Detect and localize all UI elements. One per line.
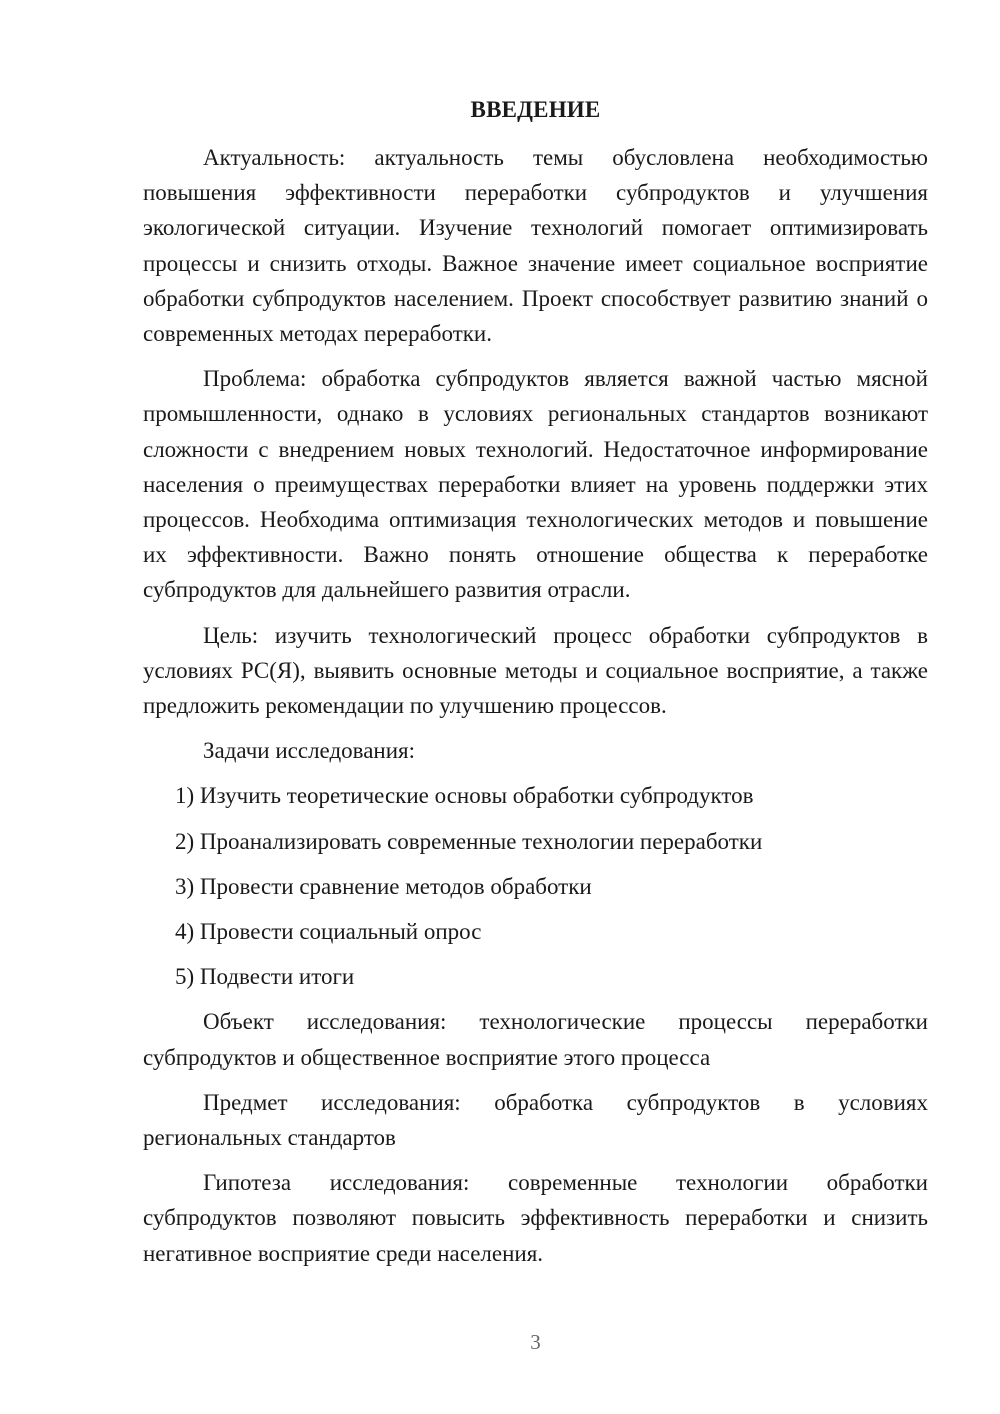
paragraph-goal: Цель: изучить технологический процесс обработки субпродуктов в условиях РС(Я), выявить основные методы и социальное восприятие, а также предложить рекомендации по улучшению процессов. bbox=[143, 622, 928, 719]
list-item: 2) Проанализировать современные технологии переработки bbox=[175, 828, 763, 854]
list-item: 3) Провести сравнение методов обработки bbox=[175, 873, 592, 899]
list-item: 5) Подвести итоги bbox=[175, 964, 355, 990]
paragraph-subject: Предмет исследования: обработка субпродуктов в условиях региональных стандартов bbox=[143, 1089, 928, 1151]
paragraph-problem: Проблема: обработка субпродуктов является важной частью мясной промышленности, однако в условиях региональных стандартов возникают сложности с внедрением новых технологий. Недостаточное информирование населения о преимуществах переработки влияет на уровень поддержки этих процессов. Необходима оптимизация технологических методов и повышение их эффективности. Важно понять отношение общества к переработке субпродуктов для дальнейшего развития отрасли. bbox=[143, 366, 928, 603]
paragraph-object: Объект исследования: технологические процессы переработки субпродуктов и общественное восприятие этого процесса bbox=[143, 1009, 928, 1070]
page-title: ВВЕДЕНИЕ bbox=[470, 97, 601, 122]
paragraph-relevance: Актуальность: актуальность темы обусловлена необходимостью повышения эффективности переработки субпродуктов и улучшения экологической ситуации. Изучение технологий помогает оптимизировать процессы и снизить отходы. Важное значение имеет социальное восприятие обработки субпродуктов населением. Проект способствует развитию знаний о современных методах переработки. bbox=[143, 145, 928, 347]
tasks-heading: Задачи исследования: bbox=[203, 738, 416, 764]
document-body bbox=[143, 140, 928, 1271]
list-item: 1) Изучить теоретические основы обработки субпродуктов bbox=[175, 783, 754, 809]
paragraph-hypothesis: Гипотеза исследования: современные технологии обработки субпродуктов позволяют повысить эффективность переработки и снизить негативное восприятие среди населения. bbox=[143, 1170, 928, 1266]
page-number: 3 bbox=[530, 1330, 541, 1354]
list-item: 4) Провести социальный опрос bbox=[175, 919, 482, 945]
tasks-list bbox=[143, 778, 928, 994]
